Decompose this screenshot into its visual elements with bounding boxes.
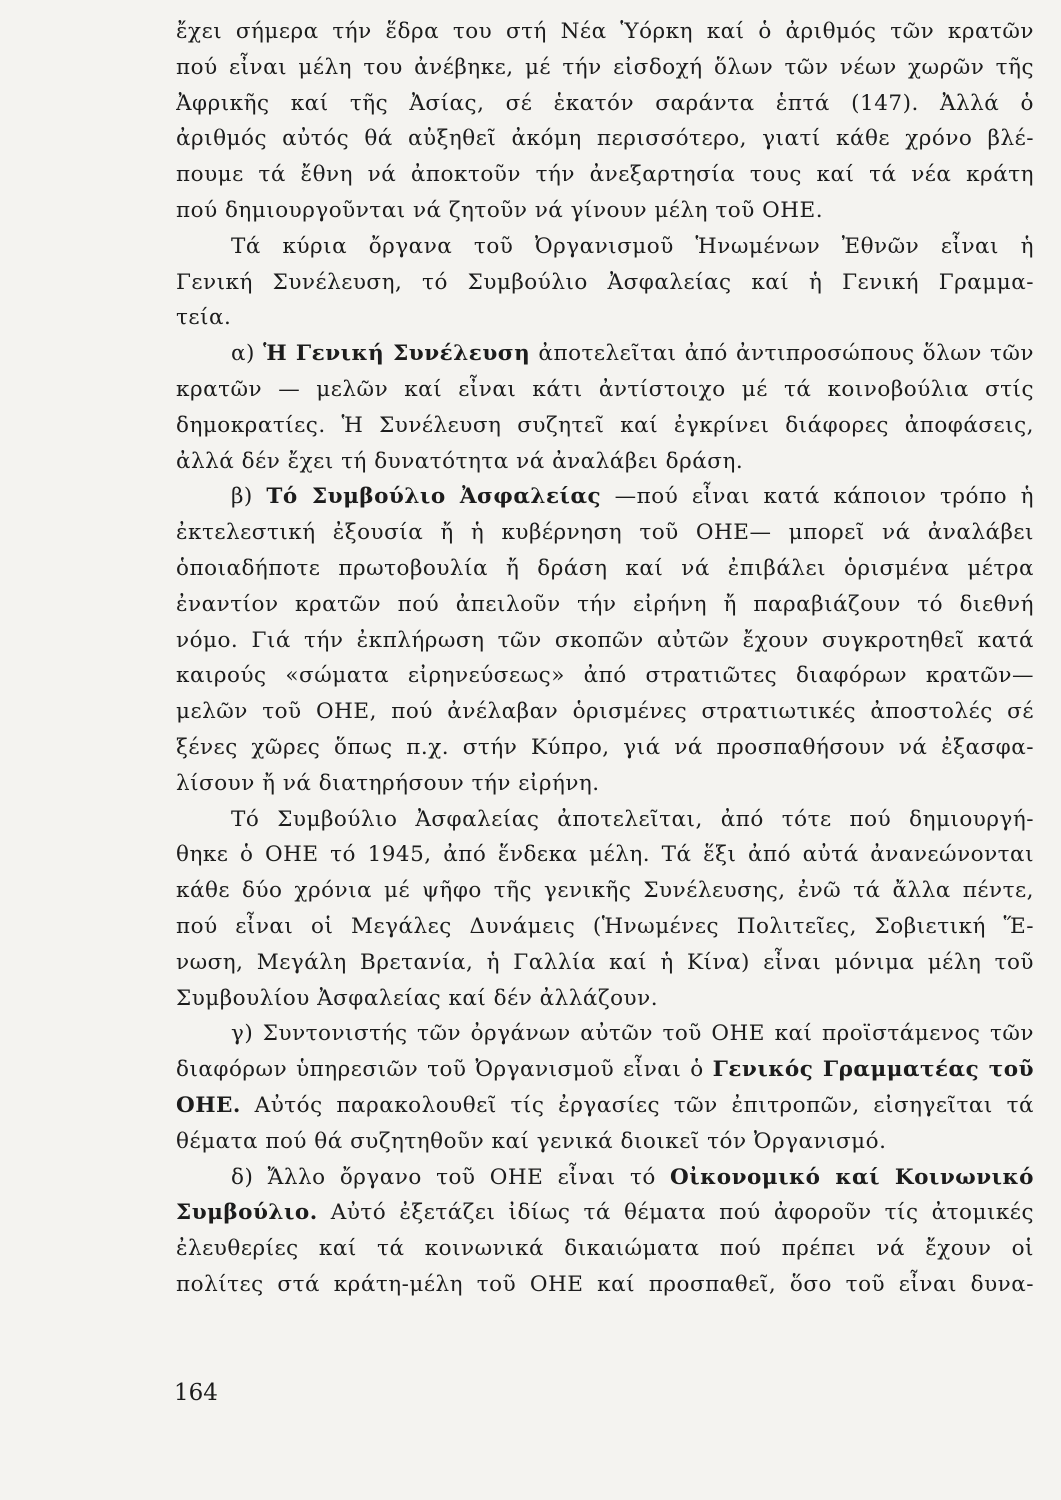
text-line [176,837,1034,873]
text-segment: ὁποιαδήποτε πρωτοβουλία ἤ δράση καί νά ἐπιβάλει ὁρισμένα μέτρα [176,555,1034,581]
text-line [176,623,1034,659]
text-line [176,802,1034,838]
text-line [176,873,1034,909]
text-segment: Συμβουλίου Ἀσφαλείας καί δέν ἀλλάζουν. [176,985,659,1011]
text-segment: ἔχει σήμερα τήν ἕδρα του στή Νέα Ὑόρκη καί ὁ ἀριθμός τῶν κρατῶν [176,19,1034,44]
text-segment: ἀποτελεῖται ἀπό ἀντιπροσώπους ὅλων τῶν [530,341,1034,367]
text-segment: δημοκρατίες. Ἡ Συνέλευση συζητεῖ καί ἐγκρίνει διάφορες ἀποφάσεις, [176,412,1034,438]
text-line [176,1124,1034,1160]
text-line [176,551,1034,587]
text-line [176,265,1034,301]
text-line [176,479,1034,515]
text-segment: θηκε ὁ ΟΗΕ τό 1945, ἀπό ἕνδεκα μέλη. Τά ἕξι ἀπό αὐτά ἀνανεώνονται [176,842,1034,868]
text-segment: β) [231,484,267,510]
text-segment: διαφόρων ὑπηρεσιῶν τοῦ Ὀργανισμοῦ εἶναι ὁ [176,1057,713,1083]
text-line [176,86,1034,122]
bold-term: Οἰκονομικό καί Κοινωνικό [670,1164,1034,1190]
text-line [176,193,1034,229]
text-segment: κάθε δύο χρόνια μέ ψῆφο τῆς γενικῆς Συνέλευσης, ἐνῶ τά ἄλλα πέντε, [176,878,1034,904]
text-line [176,1088,1034,1124]
bold-term: Συμβούλιο. [176,1200,318,1226]
text-line [176,1052,1034,1088]
text-line [176,1016,1034,1052]
text-segment: —πού εἶναι κατά κάποιον τρόπο ἡ [601,484,1034,510]
body-text [176,14,1034,1303]
page-number: 164 [174,1380,218,1406]
text-line [176,658,1034,694]
text-segment: τεία. [176,305,232,331]
text-segment: γ) Συντονιστής τῶν ὀργάνων αὐτῶν τοῦ ΟΗΕ καί προϊστάμενος τῶν [231,1021,1034,1047]
bold-term: Γενικός Γραμματέας τοῦ [712,1057,1034,1083]
text-segment: δ) Ἄλλο ὄργανο τοῦ ΟΗΕ εἶναι τό [231,1164,671,1190]
text-line [176,981,1034,1017]
text-line [176,1195,1034,1231]
text-line [176,515,1034,551]
text-line [176,121,1034,157]
text-line [176,587,1034,623]
text-segment: ἐναντίον κρατῶν πού ἀπειλοῦν τήν εἰρήνη ἤ παραβιάζουν τό διεθνή [176,591,1034,617]
text-line [176,1231,1034,1267]
text-line [176,1267,1034,1303]
text-line [176,444,1034,480]
text-line [176,730,1034,766]
text-line [176,408,1034,444]
text-segment: Γενική Συνέλευση, τό Συμβούλιο Ἀσφαλείας καί ἡ Γενική Γραμμα- [176,269,1034,295]
text-line [176,300,1034,336]
text-segment: ξένες χῶρες ὅπως π.χ. στήν Κύπρο, γιά νά προσπαθήσουν νά ἐξασφα- [176,734,1034,760]
text-line [176,372,1034,408]
text-segment: θέματα πού θά συζητηθοῦν καί γενικά διοικεῖ τόν Ὀργανισμό. [176,1128,887,1154]
text-line [176,694,1034,730]
text-line [176,909,1034,945]
text-segment: Τό Συμβούλιο Ἀσφαλείας ἀποτελεῖται, ἀπό τότε πού δημιουργή- [231,806,1034,832]
bold-term: Ἡ Γενική Συνέλευση [263,341,531,367]
text-line [176,336,1034,372]
text-segment: α) [231,341,264,367]
bold-term: ΟΗΕ. [176,1092,241,1118]
text-line [176,50,1034,86]
text-segment: πολίτες στά κράτη-μέλη τοῦ ΟΗΕ καί προσπαθεῖ, ὅσο τοῦ εἶναι δυνα- [176,1271,1034,1297]
text-segment: Ἀφρικῆς καί τῆς Ἀσίας, σέ ἑκατόν σαράντα ἑπτά (147). Ἀλλά ὁ [176,90,1034,116]
text-segment: λίσουν ἤ νά διατηρήσουν τήν εἰρήνη. [176,770,600,796]
text-segment: πού δημιουργοῦνται νά ζητοῦν νά γίνουν μέλη τοῦ ΟΗΕ. [176,197,824,223]
text-segment: μελῶν τοῦ ΟΗΕ, πού ἀνέλαβαν ὁρισμένες στρατιωτικές ἀποστολές σέ [176,699,1034,725]
text-segment: πουμε τά ἔθνη νά ἀποκτοῦν τήν ἀνεξαρτησία τους καί τά νέα κράτη [176,162,1034,188]
text-segment: πού εἶναι οἱ Μεγάλες Δυνάμεις (Ἡνωμένες Πολιτεῖες, Σοβιετική Ἕ- [176,913,1034,939]
text-line [176,229,1034,265]
text-segment: νωση, Μεγάλη Βρετανία, ἡ Γαλλία καί ἡ Κίνα) εἶναι μόνιμα μέλη τοῦ [176,949,1034,975]
text-segment: ἐκτελεστική ἐξουσία ἤ ἡ κυβέρνηση τοῦ ΟΗΕ— μπορεῖ νά ἀναλάβει [176,520,1034,546]
text-segment: ἀλλά δέν ἔχει τή δυνατότητα νά ἀναλάβει δράση. [176,448,744,474]
text-line [176,766,1034,802]
text-line [176,14,1034,50]
bold-term: Τό Συμβούλιο Ἀσφαλείας [266,484,602,510]
text-line [176,157,1034,193]
text-segment: πού εἶναι μέλη του ἀνέβηκε, μέ τήν εἰσδοχή ὅλων τῶν νέων χωρῶν τῆς [176,54,1034,80]
text-line [176,1160,1034,1196]
text-segment: καιρούς «σώματα εἰρηνεύσεως» ἀπό στρατιῶτες διαφόρων κρατῶν— [176,663,1034,689]
text-segment: νόμο. Γιά τήν ἐκπλήρωση τῶν σκοπῶν αὐτῶν ἔχουν συγκροτηθεῖ κατά [176,627,1034,653]
text-segment: Αὐτός παρακολουθεῖ τίς ἐργασίες τῶν ἐπιτροπῶν, εἰσηγεῖται τά [240,1092,1034,1118]
text-segment: Τά κύρια ὄργανα τοῦ Ὀργανισμοῦ Ἡνωμένων Ἐθνῶν εἶναι ἡ [231,233,1034,259]
text-segment: κρατῶν — μελῶν καί εἶναι κάτι ἀντίστοιχο μέ τά κοινοβούλια στίς [176,376,1034,402]
text-segment: ἀριθμός αὐτός θά αὐξηθεῖ ἀκόμη περισσότερο, γιατί κάθε χρόνο βλέ- [176,126,1034,152]
text-segment: Αὐτό ἐξετάζει ἰδίως τά θέματα πού ἀφοροῦν τίς ἀτομικές [317,1200,1034,1226]
text-segment: ἐλευθερίες καί τά κοινωνικά δικαιώματα πού πρέπει νά ἔχουν οἱ [176,1236,1034,1262]
text-line [176,945,1034,981]
